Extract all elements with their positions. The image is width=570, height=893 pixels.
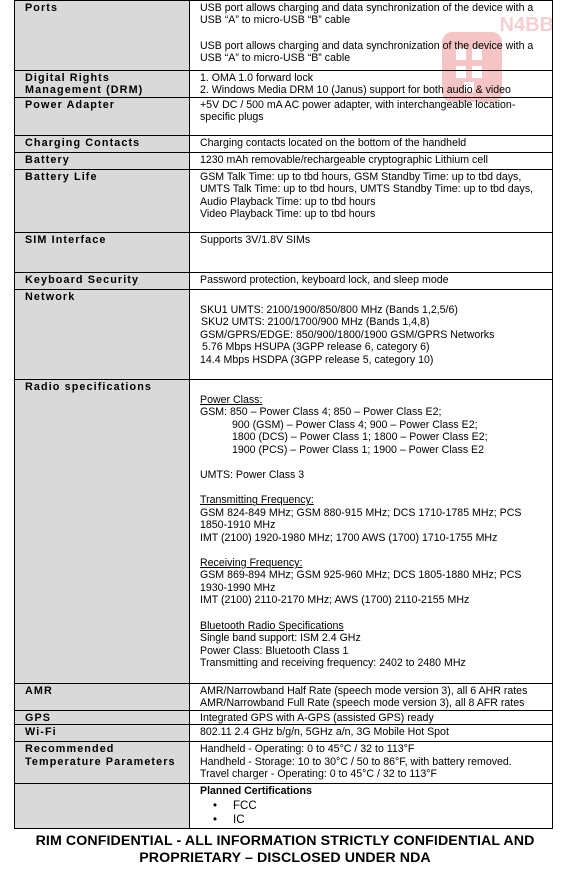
value-network [190, 290, 553, 380]
bluetooth-line: Power Class: Bluetooth Class 1 [200, 644, 349, 657]
watermark-text: N4BB [499, 14, 554, 36]
label-charging-contacts: Charging Contacts [15, 136, 190, 153]
value-power-adapter: +5V DC / 500 mA AC power adapter, with interchangeable location-specific plugs [190, 98, 553, 136]
value-radio-specifications [190, 380, 553, 684]
value-keyboard-security: Password protection, keyboard lock, and sleep mode [190, 273, 553, 290]
row-ports [15, 1, 553, 71]
temperature-line: Handheld - Operating: 0 to 45°C / 32 to 113°F [200, 743, 415, 756]
spec-table [14, 0, 553, 829]
amr-line: AMR/Narrowband Half Rate (speech mode version 3), all 6 AHR rates [200, 685, 528, 697]
value-battery-life [190, 170, 553, 233]
value-gps: Integrated GPS with A-GPS (assisted GPS) ready [190, 711, 553, 725]
value-wifi: 802.11 2.4 GHz b/g/n, 5GHz a/n, 3G Mobile Hot Spot [190, 725, 553, 742]
certifications-heading: Planned Certifications [200, 785, 312, 798]
label-drm: Digital Rights Management (DRM) [15, 71, 190, 98]
receiving-frequency-heading: Receiving Frequency: [200, 557, 303, 570]
battery-life-line: UMTS Talk Time: up to tbd hours, UMTS Standby Time: up to tbd days, [200, 183, 534, 196]
network-line: 14.4 Mbps HSDPA (3GPP release 5, category 10) [200, 353, 434, 366]
network-line: SKU2 UMTS: 2100/1700/900 MHz (Bands 1,4,8) [201, 316, 430, 329]
value-battery: 1230 mAh removable/rechargeable cryptographic Lithium cell [190, 153, 553, 170]
label-radio-specifications: Radio specifications [15, 380, 190, 684]
value-drm [190, 71, 553, 98]
gsm-power-line: 1800 (DCS) – Power Class 1; 1800 – Power Class E2; [232, 431, 488, 444]
label-sim-interface: SIM Interface [15, 233, 190, 273]
row-amr [15, 684, 553, 711]
transmitting-line: GSM 824-849 MHz; GSM 880-915 MHz; DCS 1710-1785 MHz; PCS 1850-1910 MHz [200, 506, 522, 532]
drm-line: 2. Windows Media DRM 10 (Janus) support for both audio & video [200, 84, 511, 97]
bluetooth-line: Transmitting and receiving frequency: 2402 to 2480 MHz [200, 656, 466, 669]
battery-life-line: Audio Playback Time: up to tbd hours [200, 195, 376, 208]
amr-line: AMR/Narrowband Full Rate (speech mode version 3), all 8 AFR rates [200, 697, 525, 710]
label-amr: AMR [15, 684, 190, 711]
transmitting-line: IMT (2100) 1920-1980 MHz; 1700 AWS (1700) 1710-1755 MHz [200, 531, 498, 544]
value-charging-contacts: Charging contacts located on the bottom of the handheld [190, 136, 553, 153]
umts-power-line: UMTS: Power Class 3 [200, 469, 305, 482]
row-wifi [15, 725, 553, 742]
value-ports [190, 1, 553, 71]
row-temperature [15, 742, 553, 784]
row-gps [15, 711, 553, 725]
footer-line: PROPRIETARY – DISCLOSED UNDER NDA [139, 850, 431, 866]
label-wifi: Wi-Fi [15, 725, 190, 742]
label-network: Network [15, 290, 190, 380]
row-certifications [15, 784, 553, 828]
label-temperature: Recommended Temperature Parameters [15, 742, 190, 784]
label-battery-life: Battery Life [15, 170, 190, 233]
row-keyboard-security [15, 273, 553, 290]
value-sim-interface: Supports 3V/1.8V SIMs [190, 233, 553, 273]
label-ports: Ports [15, 1, 190, 71]
certification-item: • IC [200, 814, 548, 828]
label-certifications-empty [15, 784, 190, 828]
row-radio-specifications [15, 380, 553, 684]
row-battery [15, 153, 553, 170]
drm-line: 1. OMA 1.0 forward lock [200, 72, 314, 84]
gsm-power-line: GSM: 850 – Power Class 4; 850 – Power Class E2; [200, 406, 442, 419]
receiving-line: GSM 869-894 MHz; GSM 925-960 MHz; DCS 1805-1880 MHz; PCS 1930-1990 MHz [200, 569, 522, 594]
certifications-list [200, 800, 548, 828]
confidentiality-footer [0, 833, 570, 867]
network-line: GSM/GPRS/EDGE: 850/900/1800/1900 GSM/GPRS Networks [200, 328, 495, 341]
value-temperature [190, 742, 553, 784]
value-amr [190, 684, 553, 711]
row-drm [15, 71, 553, 98]
row-power-adapter [15, 98, 553, 136]
receiving-line: IMT (2100) 2110-2170 MHz; AWS (1700) 2110-2155 MHz [200, 594, 470, 607]
ports-text-1: USB port allows charging and data synchronization of the device with a USB “A” to micro-USB “B” cable [200, 2, 534, 27]
label-power-adapter: Power Adapter [15, 98, 190, 136]
battery-life-line: GSM Talk Time: up to tbd hours, GSM Standby Time: up to tbd days, [200, 171, 522, 183]
gsm-power-line: 1900 (PCS) – Power Class 1; 1900 – Power Class E2 [232, 443, 485, 456]
row-sim-interface [15, 233, 553, 273]
bluetooth-line: Single band support: ISM 2.4 GHz [200, 632, 361, 645]
label-battery: Battery [15, 153, 190, 170]
gsm-power-line: 900 (GSM) – Power Class 4; 900 – Power Class E2; [232, 418, 478, 431]
bluetooth-heading: Bluetooth Radio Specifications [200, 619, 344, 632]
network-line: SKU1 UMTS: 2100/1900/850/800 MHz (Bands 1,2,5/6) [200, 304, 458, 316]
temperature-line: Handheld - Storage: 10 to 30°C / 50 to 86°F, with battery removed. [200, 755, 512, 768]
network-line: 5.76 Mbps HSUPA (3GPP release 6, category 6) [202, 341, 430, 354]
label-gps: GPS [15, 711, 190, 725]
row-battery-life [15, 170, 553, 233]
transmitting-frequency-heading: Transmitting Frequency: [200, 494, 314, 507]
footer-line: RIM CONFIDENTIAL - ALL INFORMATION STRICTLY CONFIDENTIAL AND [35, 833, 535, 849]
row-network [15, 290, 553, 380]
ports-text-2: USB port allows charging and data synchronization of the device with a USB “A” to micro-USB “B” cable [200, 39, 534, 65]
row-charging-contacts [15, 136, 553, 153]
label-keyboard-security: Keyboard Security [15, 273, 190, 290]
battery-life-line: Video Playback Time: up to tbd hours [200, 208, 376, 221]
value-certifications [190, 784, 553, 828]
certification-item: • FCC [200, 800, 548, 814]
temperature-line: Travel charger - Operating: 0 to 45°C / 32 to 113°F [200, 768, 437, 781]
power-class-heading: Power Class: [200, 394, 263, 406]
